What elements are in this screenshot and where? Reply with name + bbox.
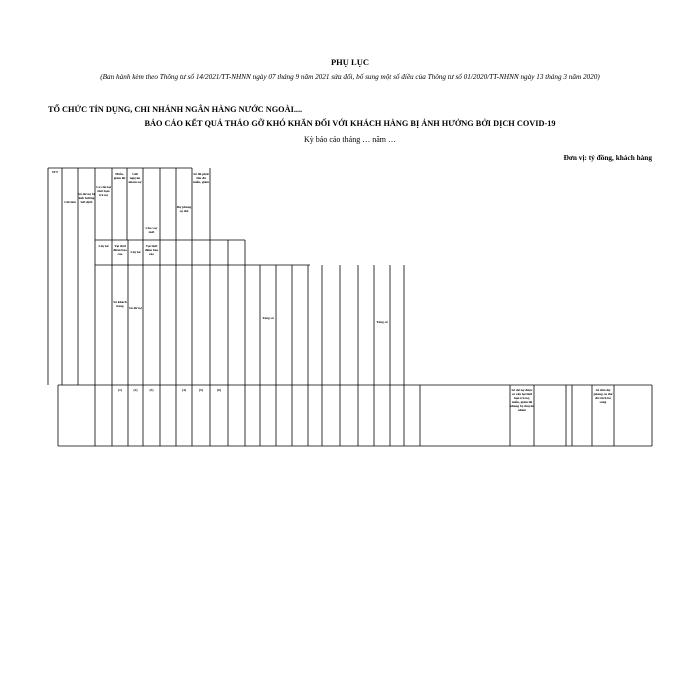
header-mien-giam-lai: Miễn, giảm lãi bbox=[113, 172, 126, 180]
header-so-tien-du-phong: Số tiền dự phòng cụ thể đã trích bổ sung bbox=[593, 388, 613, 404]
report-title: BÁO CÁO KẾT QUẢ THÁO GỠ KHÓ KHĂN ĐỐI VỚI KHÁCH HÀNG BỊ ẢNH HƯỞNG BỞI DỊCH COVID-19 bbox=[144, 119, 556, 128]
col-code-3: (3) bbox=[149, 388, 154, 392]
header-cho-vay-moi: Cho vay mới bbox=[145, 226, 158, 234]
header-so-du-no-2: Số dư nợ bbox=[129, 306, 142, 310]
col-code-1: (1) bbox=[118, 388, 122, 392]
unit-label: Đơn vị: tỷ đồng, khách hàng bbox=[563, 153, 652, 162]
header-so-du-no: Số dư nợ bị ảnh hưởng bởi dịch bbox=[78, 192, 95, 204]
header-luy-ke-2: Lũy kế bbox=[130, 250, 141, 254]
header-stt: STT bbox=[51, 170, 59, 174]
header-giu-nguyen-nhom-no: Giữ nguyên nhóm nợ bbox=[128, 172, 142, 184]
header-co-cau-lai: Cơ cấu lại thời hạn trả nợ bbox=[96, 185, 111, 197]
header-luy-ke: Lũy kế bbox=[98, 244, 109, 248]
col-code-6: (6) bbox=[217, 388, 221, 392]
header-chi-tieu: Chỉ tiêu bbox=[64, 200, 76, 204]
header-tong-so-2: Tổng số bbox=[376, 320, 388, 324]
organization-name: TỔ CHỨC TÍN DỤNG, CHI NHÁNH NGÂN HÀNG NƯỚC NGOÀI.... bbox=[48, 105, 303, 114]
document-subtitle: (Ban hành kèm theo Thông tư số 14/2021/TT-NHNN ngày 07 tháng 9 năm 2021 sửa đổi, bổ sung một số điều của Thông tư số 01/2020/TT-NHNN ngày 13 tháng 3 năm 2020) bbox=[100, 73, 600, 81]
header-so-du-no-co-cau: Số dư nợ được cơ cấu lại thời hạn trả nợ, miễn, giảm lãi không bị chuyển nhóm bbox=[510, 388, 534, 412]
report-period: Kỳ báo cáo tháng … năm … bbox=[304, 135, 396, 144]
header-so-khach-hang: Số khách hàng bbox=[113, 300, 127, 308]
col-code-5: (5) bbox=[199, 388, 203, 392]
header-so-lai-mien-giam: Số lãi phải thu đã miễn, giảm bbox=[192, 172, 209, 184]
header-du-phong: Dự phòng cụ thể bbox=[176, 205, 192, 213]
header-tong-so: Tổng số bbox=[262, 316, 274, 320]
col-code-4: (4) bbox=[182, 388, 186, 392]
header-tai-thoi-diem-2: Tại thời điểm báo cáo bbox=[144, 244, 159, 256]
col-code-2: (2) bbox=[133, 388, 138, 392]
header-tai-thoi-diem: Tại thời điểm báo cáo bbox=[113, 244, 127, 256]
appendix-title: PHỤ LỤC bbox=[330, 57, 369, 67]
